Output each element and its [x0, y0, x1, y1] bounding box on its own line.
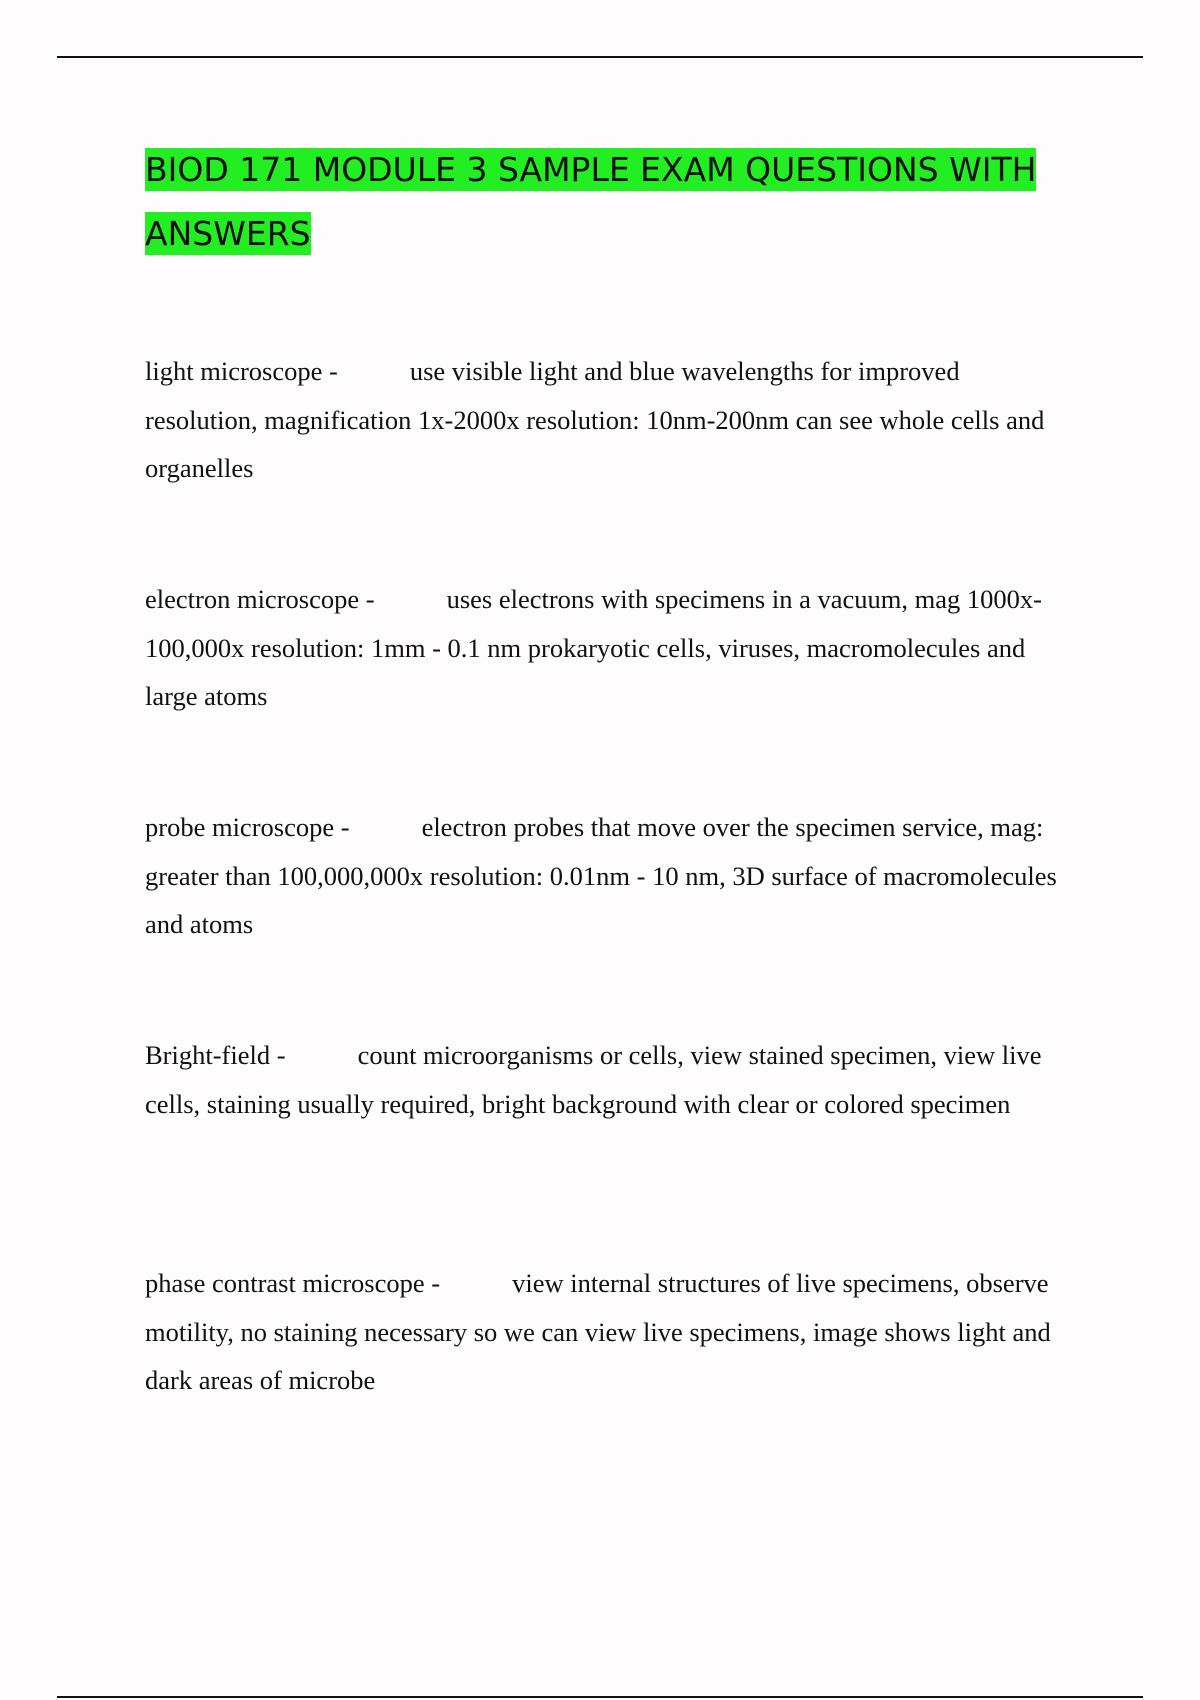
qa-term: light microscope - [145, 356, 338, 386]
qa-term: electron microscope - [145, 584, 375, 614]
qa-item-phase-contrast-microscope [145, 1259, 1065, 1405]
qa-term: probe microscope - [145, 812, 350, 842]
qa-item-probe-microscope [145, 803, 1065, 949]
qa-definition: count microorganisms or cells, view stained specimen, view live cells, staining usually required, bright background with clear or colored specimen [145, 1040, 1042, 1119]
qa-definition: use visible light and blue wavelengths for improved resolution, magnification 1x-2000x resolution: 10nm-200nm can see whole cells and organelles [145, 356, 1045, 483]
qa-definition: view internal structures of live specimens, observe motility, no staining necessary so we can view live specimens, image shows light and dark areas of microbe [145, 1268, 1051, 1395]
qa-definition: electron probes that move over the specimen service, mag: greater than 100,000,000x resolution: 0.01nm - 10 nm, 3D surface of macromolecules and atoms [145, 812, 1057, 939]
document-title-text: BIOD 171 MODULE 3 SAMPLE EXAM QUESTIONS WITH ANSWERS [145, 150, 1037, 253]
qa-definition: uses electrons with specimens in a vacuum, mag 1000x-100,000x resolution: 1mm - 0.1 nm prokaryotic cells, viruses, macromolecules and large atoms [145, 584, 1042, 711]
qa-item-bright-field [145, 1031, 1065, 1128]
qa-term: Bright-field - [145, 1040, 286, 1070]
qa-item-electron-microscope [145, 575, 1065, 721]
header-rule [57, 56, 1143, 58]
qa-item-light-microscope [145, 347, 1065, 493]
qa-term: phase contrast microscope - [145, 1268, 441, 1298]
document-title [145, 138, 1085, 266]
footer-rule [57, 1696, 1143, 1698]
